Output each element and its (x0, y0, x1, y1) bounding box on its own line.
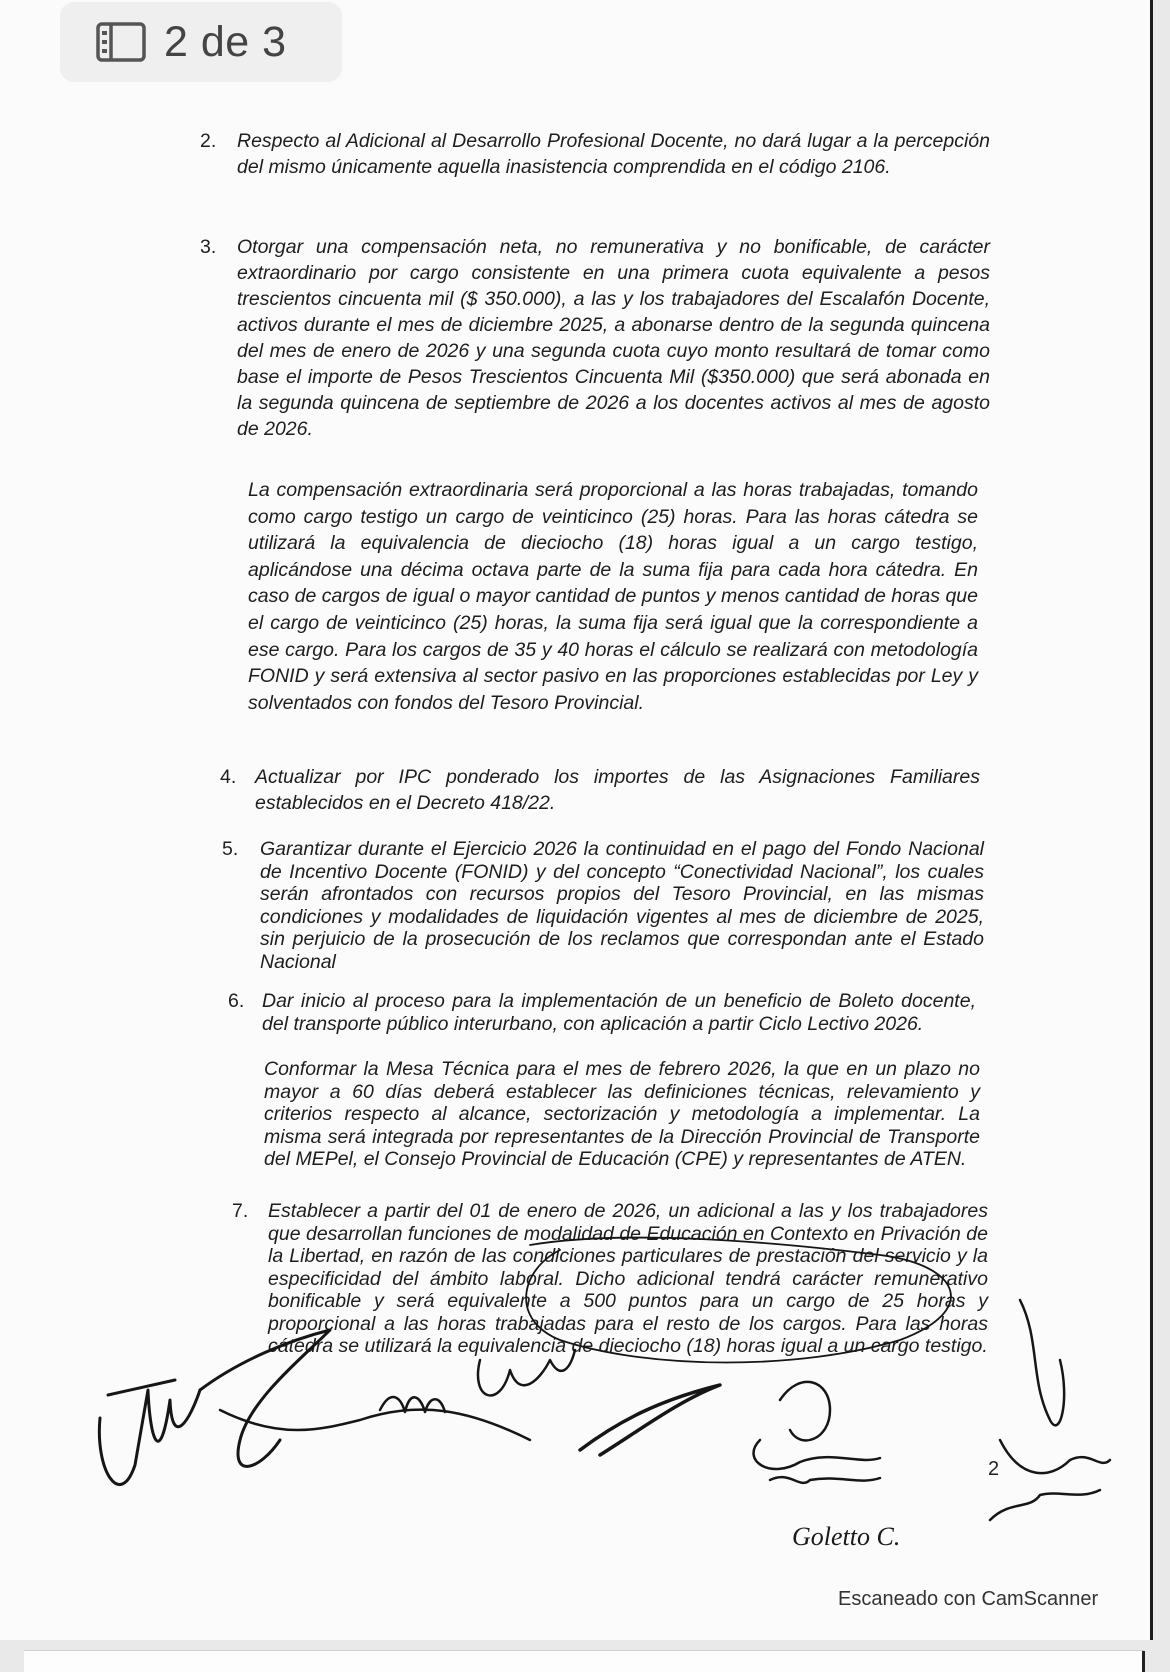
item-3-paragraph: La compensación extraordinaria será proporcional a las horas trabajadas, tomando como cargo testigo un cargo de veinticinco (25) horas. Para las horas cátedra se utilizará la equivalencia de dieciocho (18) horas igual a un cargo testigo, aplicándose una décima octava parte de la suma fija para cada hora cátedra. En caso de cargos de igual o mayor cantidad de puntos y menos cantidad de horas que el cargo de veinticinco (25) horas, la suma fija será igual que la correspondiente a ese cargo. Para los cargos de 35 y 40 horas el cálculo se realizará con metodología FONID y será extensiva al sector pasivo en las proporciones establecidas por Ley y solventados con fondos del Tesoro Provincial. (248, 479, 978, 714)
camscanner-footer: Escaneado con CamScanner (838, 1588, 1099, 1610)
item-number: 7. (232, 1200, 249, 1222)
item-number: 2. (200, 130, 217, 152)
item-5 (222, 838, 984, 973)
next-page-preview (24, 1650, 1144, 1672)
item-6 (228, 990, 976, 1035)
page-number: 2 (988, 1458, 1000, 1480)
item-2 (200, 128, 990, 180)
item-text: Garantizar durante el Ejercicio 2026 la continuidad en el pago del Fondo Nacional de Incentivo Docente (FONID) y del concepto “Conectividad Nacional”, los cuales serán afrontados con recursos propios del Tesoro Provincial, en las mismas condiciones y modalidades de liquidación vigentes al mes de diciembre de 2025, sin perjuicio de la prosecución de los reclamos que correspondan ante el Estado Nacional (260, 838, 984, 973)
page-indicator-label: 2 de 3 (164, 17, 287, 66)
item-text: Actualizar por IPC ponderado los importes de las Asignaciones Familiares establecidos en el Decreto 418/22. (255, 766, 980, 814)
signature-name: Goletto C. (792, 1522, 901, 1551)
item-number: 4. (220, 766, 237, 788)
item-text: Establecer a partir del 01 de enero de 2026, un adicional a las y los trabajadores que desarrollan funciones de modalidad de Educación en Contexto en Privación de la Libertad, en razón de las condiciones particulares de prestación del servicio y la especificidad del ámbito laboral. Dicho adicional tendrá carácter remunerativo bonificable y será equivalente a 500 puntos para un cargo de 25 horas y proporcional a las horas trabajadas para el resto de los cargos. Para las horas cátedra se utilizará la equivalencia de dieciocho (18) horas igual a un cargo testigo. (268, 1200, 988, 1357)
item-4 (220, 764, 980, 816)
item-number: 3. (200, 236, 217, 258)
item-text: Otorgar una compensación neta, no remunerativa y no bonificable, de carácter extraordinario por cargo consistente en una primera cuota equivalente a pesos trescientos cincuenta mil ($ 350.000), a las y los trabajadores del Escalafón Docente, activos durante el mes de diciembre 2025, a abonarse dentro de la segunda quincena del mes de enero de 2026 y una segunda cuota cuyo monto resultará de tomar como base el importe de Pesos Trescientos Cincuenta Mil ($350.000) que será abonada en la segunda quincena de septiembre de 2026 a los docentes activos al mes de agosto de 2026. (237, 236, 990, 440)
page-list-icon (96, 22, 146, 62)
item-6-paragraph: Conformar la Mesa Técnica para el mes de febrero 2026, la que en un plazo no mayor a 60 días deberá establecer las definiciones técnicas, relevamiento y criterios respecto al alcance, sectorización y metodología a implementar. La misma será integrada por representantes de la Dirección Provincial de Transporte del MEPel, el Consejo Provincial de Educación (CPE) y representantes de ATEN. (264, 1058, 980, 1170)
item-text: Dar inicio al proceso para la implementación de un beneficio de Boleto docente, del transporte público interurbano, con aplicación a partir Ciclo Lectivo 2026. (262, 990, 976, 1035)
item-number: 5. (222, 838, 239, 860)
item-text: Respecto al Adicional al Desarrollo Profesional Docente, no dará lugar a la percepción del mismo únicamente aquella inasistencia comprendida en el código 2106. (237, 130, 990, 178)
page-indicator[interactable] (60, 2, 342, 82)
page-edge (1142, 1651, 1145, 1672)
item-number: 6. (228, 990, 245, 1012)
item-7 (232, 1200, 988, 1358)
item-3 (200, 234, 990, 442)
